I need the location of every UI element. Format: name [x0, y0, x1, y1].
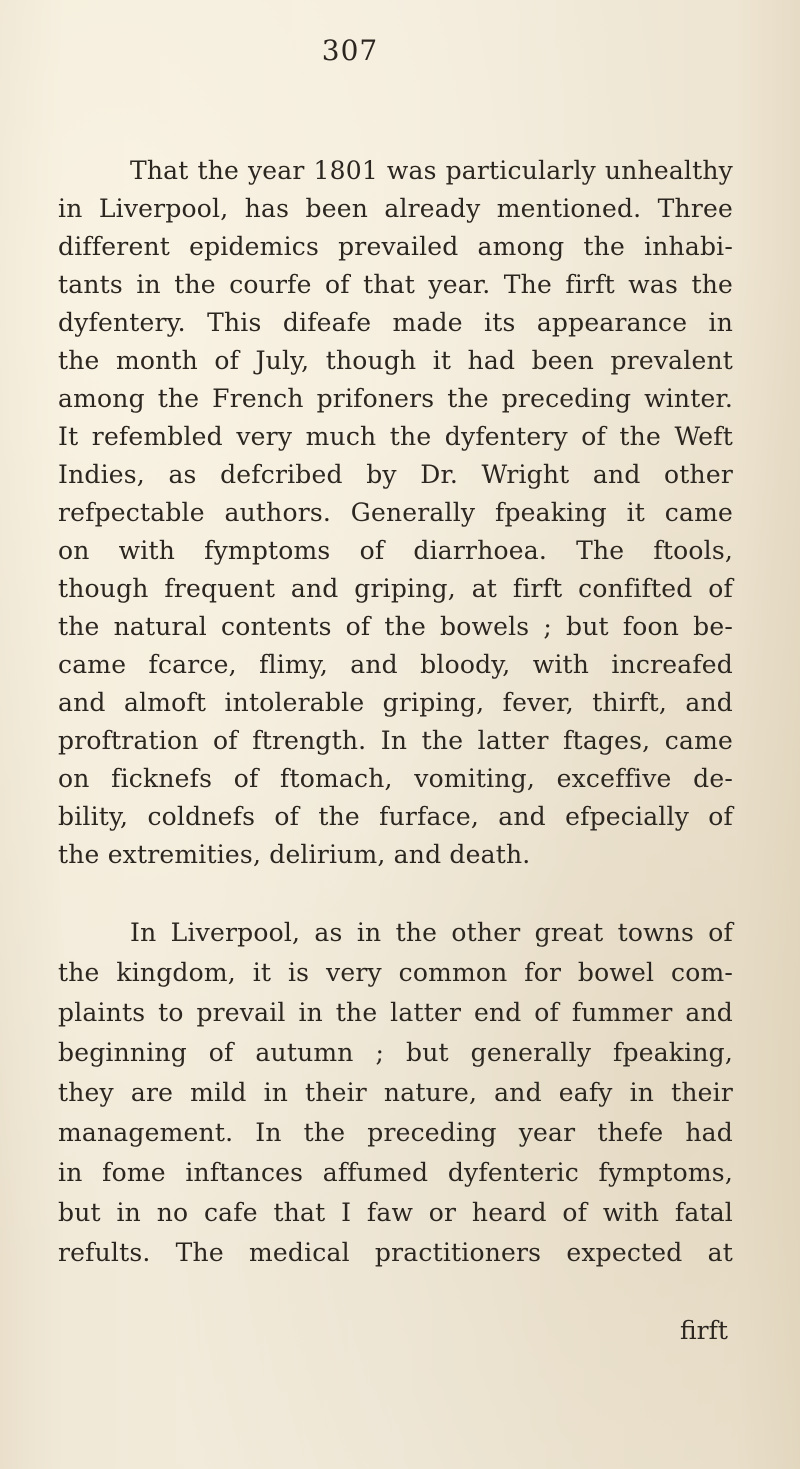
text-line: the kingdom, it is very common for bowel com-	[58, 958, 733, 987]
text-line: in Liverpool, has been already mentioned. Three	[58, 194, 733, 223]
text-line: on ficknefs of ftomach, vomiting, exceffive de-	[58, 764, 733, 793]
text-line: and almoft intolerable griping, fever, thirft, and	[58, 688, 733, 717]
text-line: they are mild in their nature, and eafy in their	[58, 1078, 733, 1107]
page-number: 307	[321, 34, 379, 67]
text-line: beginning of autumn ; but generally fpeaking,	[58, 1038, 733, 1067]
text-line: Indies, as defcribed by Dr. Wright and other	[58, 460, 733, 489]
text-line: the month of July, though it had been prevalent	[58, 346, 733, 375]
text-line: the extremities, delirium, and death.	[58, 840, 531, 869]
text-line: management. In the preceding year thefe had	[58, 1118, 733, 1147]
text-line: but in no cafe that I faw or heard of with fatal	[58, 1198, 733, 1227]
text-line: proftration of ftrength. In the latter ftages, came	[58, 726, 733, 755]
text-line: It refembled very much the dyfentery of the Weft	[58, 422, 733, 451]
text-line: though frequent and griping, at firft confifted of	[58, 574, 733, 603]
text-line: refults. The medical practitioners expected at	[58, 1238, 733, 1267]
text-line: in fome inftances affumed dyfenteric fymptoms,	[58, 1158, 733, 1187]
text-line: That the year 1801 was particularly unhealthy	[130, 156, 733, 185]
catchword: firft	[680, 1316, 728, 1345]
text-line: tants in the courfe of that year. The firft was the	[58, 270, 733, 299]
text-line: refpectable authors. Generally fpeaking it came	[58, 498, 733, 527]
text-line: dyfentery. This difeafe made its appearance in	[58, 308, 733, 337]
text-line: bility, coldnefs of the furface, and efpecially of	[58, 802, 733, 831]
text-line: plaints to prevail in the latter end of fummer and	[58, 998, 733, 1027]
text-line: came fcarce, flimy, and bloody, with increafed	[58, 650, 733, 679]
text-line: different epidemics prevailed among the inhabi-	[58, 232, 733, 261]
text-line: In Liverpool, as in the other great towns of	[130, 918, 733, 947]
text-line: on with fymptoms of diarrhoea. The ftools,	[58, 536, 733, 565]
text-line: the natural contents of the bowels ; but foon be-	[58, 612, 733, 641]
text-line: among the French prifoners the preceding winter.	[58, 384, 733, 413]
